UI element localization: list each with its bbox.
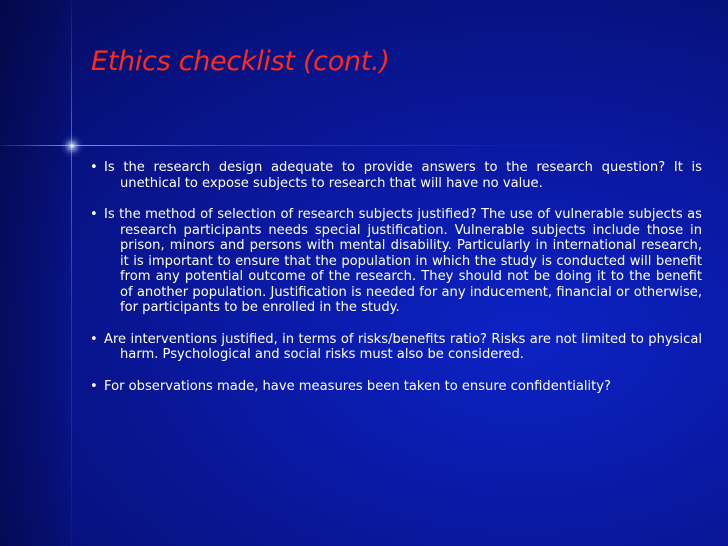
bullet-item-3 [90,332,702,363]
bullet-dot-icon: • [90,378,98,394]
vertical-accent-line [71,0,72,546]
bullet-dot-icon: • [90,207,98,222]
left-shaded-band [0,0,72,546]
bullet-item-2 [90,207,702,316]
bullet-item-1 [90,160,702,191]
bullet-text-4: For observations made, have measures been taken to ensure confidentiality? [104,378,611,394]
bullet-text-2: Is the method of selection of research subjects justified? The use of vulnerable subjects as research participants needs special justification. Vulnerable subjects include those in prison, minors and persons with mental disability. Particularly in international research, it is important to ensure that the population in which the study is conducted will benefit from any potential outcome of the research. They should not be doing it to the benefit of another population. Justification is needed for any inducement, financial or otherwise, for participants to be enrolled in the study. [104,207,702,315]
bullet-list [90,160,702,410]
bullet-dot-icon: • [90,331,98,347]
slide-title: Ethics checklist (cont.) [91,46,390,77]
bullet-dot-icon: • [90,160,98,175]
bullet-text-1: Is the research design adequate to provide answers to the research question? It is unethical to expose subjects to research that will have no value. [104,160,702,191]
sparkle-star-icon [60,134,84,158]
horizontal-accent-line [0,145,728,146]
bullet-item-4 [90,379,702,395]
bullet-text-3: Are interventions justified, in terms of risks/benefits ratio? Risks are not limited to physical harm. Psychological and social risks must also be considered. [104,331,702,362]
